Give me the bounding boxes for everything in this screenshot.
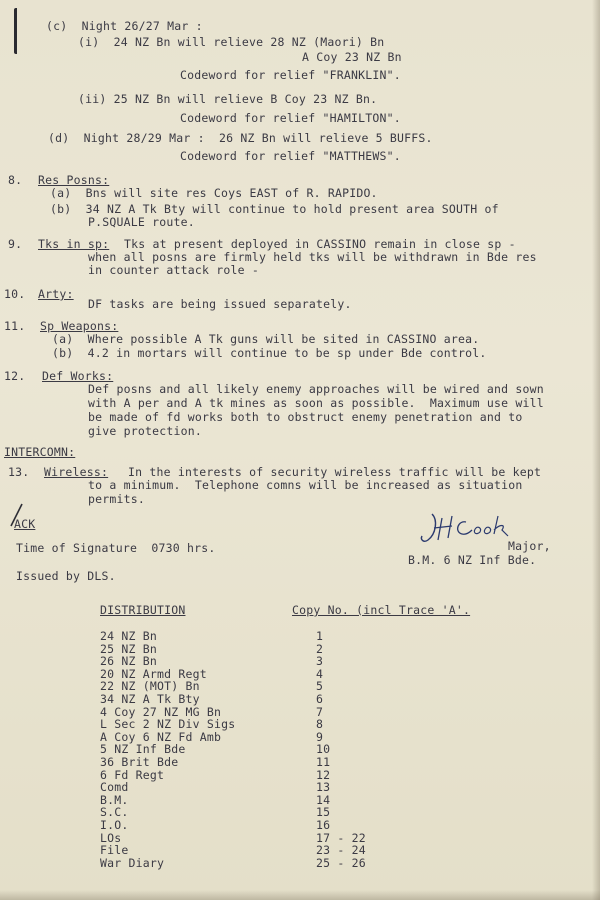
distribution-unit: 5 NZ Inf Bde xyxy=(100,742,186,757)
para-12-line4: give protection. xyxy=(88,424,202,438)
distribution-unit: L Sec 2 NZ Div Sigs xyxy=(100,717,236,732)
signatory-appointment: B.M. 6 NZ Inf Bde. xyxy=(408,553,537,567)
page-edge-shadow-bottom xyxy=(0,890,600,900)
distribution-copy-number: 6 xyxy=(316,692,324,706)
para-8-title: Res Posns: xyxy=(38,173,110,187)
issued-by: Issued by DLS. xyxy=(16,569,116,583)
distribution-unit: 4 Coy 27 NZ MG Bn xyxy=(100,704,222,719)
distribution-copy-number: 4 xyxy=(316,666,324,681)
distribution-copy-number: 5 xyxy=(316,679,324,694)
relief-c-i: (i) 24 NZ Bn will relieve 28 NZ (Maori) Bn xyxy=(78,35,385,49)
distribution-copy-number: 11 xyxy=(316,755,331,769)
para-10-line1: DF tasks are being issued separately. xyxy=(88,297,352,311)
relief-d-codeword: Codeword for relief "MATTHEWS". xyxy=(180,149,401,163)
distribution-unit: War Diary xyxy=(100,855,165,870)
time-of-signature: Time of Signature 0730 hrs. xyxy=(16,541,216,555)
relief-c-heading: (c) Night 26/27 Mar : xyxy=(46,19,203,33)
distribution-copy-number: 23 - 24 xyxy=(316,843,366,858)
distribution-unit: 6 Fd Regt xyxy=(100,767,165,782)
distribution-unit: 36 Brit Bde xyxy=(100,755,179,769)
distribution-unit: File xyxy=(100,843,129,858)
intercomn-heading: INTERCOMN: xyxy=(4,445,76,459)
distribution-copy-number: 13 xyxy=(316,780,331,795)
para-13-number: 13. xyxy=(8,465,30,479)
para-9-title: Tks in sp: xyxy=(38,237,110,251)
distribution-copy-number: 8 xyxy=(316,717,324,732)
distribution-copy-number: 3 xyxy=(316,654,324,669)
para-12-line3: be made of fd works both to obstruct enemy penetration and to xyxy=(88,410,523,424)
binding-mark xyxy=(14,8,29,54)
distribution-copy-number: 9 xyxy=(316,729,324,744)
distribution-copy-number: 10 xyxy=(316,742,331,757)
distribution-copy-number: 25 - 26 xyxy=(316,855,366,870)
para-8-b-cont: P.SQUALE route. xyxy=(88,215,195,229)
distribution-heading: DISTRIBUTION xyxy=(100,603,186,617)
distribution-copy-number: 1 xyxy=(316,629,324,643)
relief-d: (d) Night 28/29 Mar : 26 NZ Bn will relieve 5 BUFFS. xyxy=(48,131,433,145)
para-13-title: Wireless: xyxy=(44,465,109,479)
distribution-unit: 26 NZ Bn xyxy=(100,654,157,669)
para-9-number: 9. xyxy=(8,237,23,251)
para-10-number: 10. xyxy=(4,287,26,301)
ack-label: ACK xyxy=(14,517,36,531)
para-13-line1: In the interests of security wireless traffic will be kept xyxy=(128,465,542,479)
para-13-line3: permits. xyxy=(88,492,145,506)
para-12-number: 12. xyxy=(4,369,26,383)
distribution-unit: Comd xyxy=(100,780,129,795)
para-12-title: Def Works: xyxy=(42,369,114,383)
distribution-copy-number: 2 xyxy=(316,641,324,656)
para-11-a: (a) Where possible A Tk guns will be sited in CASSINO area. xyxy=(52,332,480,346)
relief-c-ii: (ii) 25 NZ Bn will relieve B Coy 23 NZ Bn. xyxy=(78,92,378,106)
distribution-copy-number: 12 xyxy=(316,767,331,782)
para-8-b: (b) 34 NZ A Tk Bty will continue to hold present area SOUTH of xyxy=(50,202,499,216)
para-9-line1: Tks at present deployed in CASSINO remain in close sp - xyxy=(124,237,516,251)
distribution-unit: S.C. xyxy=(100,805,129,820)
relief-c-i-codeword: Codeword for relief "FRANKLIN". xyxy=(180,68,401,82)
para-12-line1: Def posns and all likely enemy approaches will be wired and sown xyxy=(88,382,544,396)
distribution-copy-number: 16 xyxy=(316,818,331,832)
distribution-copy-number: 15 xyxy=(316,805,331,820)
page-edge-shadow xyxy=(592,0,600,900)
para-11-b: (b) 4.2 in mortars will continue to be sp under Bde control. xyxy=(52,346,487,360)
distribution-unit: 20 NZ Armd Regt xyxy=(100,666,207,681)
distribution-copy-number: 14 xyxy=(316,792,331,807)
distribution-copy-number: 7 xyxy=(316,704,324,719)
distribution-unit: LOs xyxy=(100,830,122,845)
copy-number-heading: Copy No. (incl Trace 'A'. xyxy=(292,603,471,617)
signatory-rank: Major, xyxy=(508,539,551,553)
para-8-number: 8. xyxy=(8,173,23,187)
distribution-unit: A Coy 6 NZ Fd Amb xyxy=(100,729,222,744)
para-11-number: 11. xyxy=(4,319,26,333)
para-8-a: (a) Bns will site res Coys EAST of R. RAPIDO. xyxy=(50,186,378,200)
para-10-title: Arty: xyxy=(38,287,74,301)
distribution-unit: 34 NZ A Tk Bty xyxy=(100,692,200,706)
distribution-unit: 25 NZ Bn xyxy=(100,641,157,656)
relief-c-ii-codeword: Codeword for relief "HAMILTON". xyxy=(180,111,401,125)
distribution-unit: 22 NZ (MOT) Bn xyxy=(100,679,200,694)
para-9-line3: in counter attack role - xyxy=(88,263,259,277)
distribution-copy-number: 17 - 22 xyxy=(316,830,366,845)
relief-c-i-cont: A Coy 23 NZ Bn xyxy=(302,50,402,64)
distribution-unit: 24 NZ Bn xyxy=(100,629,157,643)
para-11-title: Sp Weapons: xyxy=(40,319,119,333)
para-13-line2: to a minimum. Telephone comns will be increased as situation xyxy=(88,478,523,492)
handwritten-signature xyxy=(418,510,514,550)
para-9-line2: when all posns are firmly held tks will be withdrawn in Bde res xyxy=(88,250,537,264)
para-12-line2: with A per and A tk mines as soon as possible. Maximum use will xyxy=(88,396,544,410)
distribution-unit: B.M. xyxy=(100,792,129,807)
distribution-unit: I.O. xyxy=(100,818,129,832)
